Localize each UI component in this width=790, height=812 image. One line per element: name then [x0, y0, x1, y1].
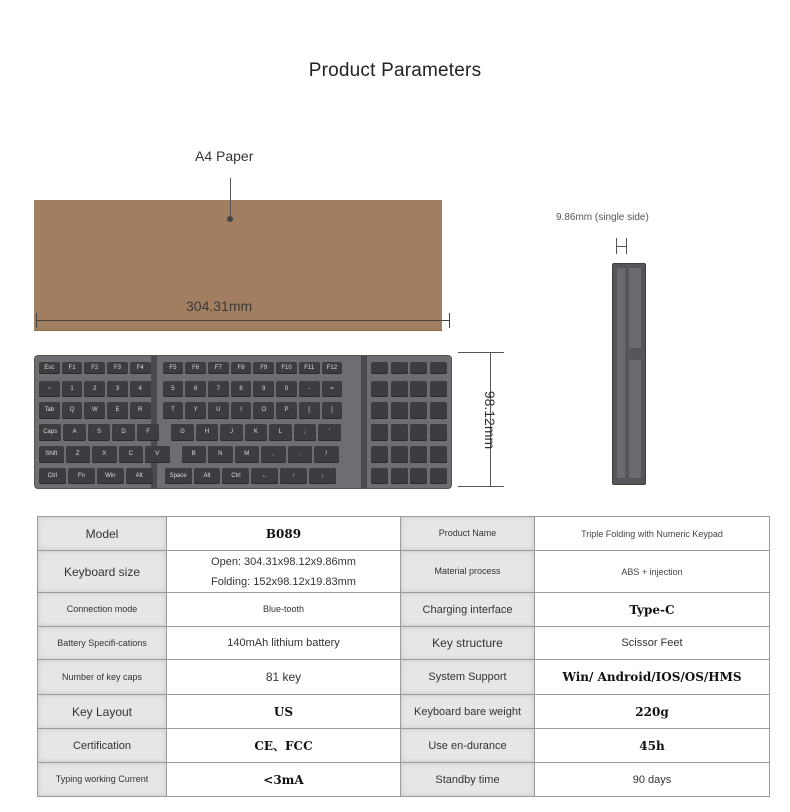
spec-label-battery: Battery Specifi-cations	[38, 627, 167, 660]
key: F9	[253, 362, 274, 374]
spec-value-key-caps: 81 key	[167, 660, 401, 695]
key: ;	[294, 424, 316, 441]
numpad-key	[371, 446, 388, 463]
key: 5	[163, 381, 184, 397]
numpad-key	[410, 402, 427, 419]
side-panel-2	[629, 268, 641, 348]
numpad-key	[371, 468, 388, 484]
key: Space	[165, 468, 192, 484]
spec-row	[38, 551, 770, 593]
spec-label-working-current: Typing working Current	[38, 763, 167, 797]
key: F11	[299, 362, 320, 374]
numpad-key	[391, 446, 408, 463]
key: ↑	[280, 468, 307, 484]
key: B	[182, 446, 207, 463]
key: 8	[231, 381, 252, 397]
spec-label-key-structure: Key structure	[401, 627, 535, 660]
spec-label-connection-mode: Connection mode	[38, 593, 167, 627]
paper-pointer-line	[230, 178, 231, 218]
key: O	[253, 402, 274, 419]
key: F3	[107, 362, 128, 374]
numpad-key	[430, 424, 447, 441]
numpad-key	[410, 468, 427, 484]
numpad-key	[410, 381, 427, 397]
key: U	[208, 402, 229, 419]
spec-label-model: Model	[38, 517, 167, 551]
key: G	[171, 424, 193, 441]
spec-label-system-support: System Support	[401, 660, 535, 695]
numpad-key	[430, 446, 447, 463]
key: A	[63, 424, 85, 441]
key: 2	[84, 381, 105, 397]
key: S	[88, 424, 110, 441]
key: Ctrl	[39, 468, 66, 484]
spec-value-bare-weight: 220g	[535, 695, 770, 729]
spec-value-battery: 140mAh lithium battery	[167, 627, 401, 660]
key: F2	[84, 362, 105, 374]
key: 4	[130, 381, 151, 397]
key: W	[84, 402, 105, 419]
numpad-key	[371, 424, 388, 441]
spec-value-working-current: <3mA	[167, 763, 401, 797]
height-dimension-label: 98.12mm	[482, 390, 498, 450]
key: K	[245, 424, 267, 441]
numpad-key	[371, 362, 388, 374]
key: F6	[185, 362, 206, 374]
numpad-key	[410, 424, 427, 441]
numpad-key	[391, 362, 408, 374]
key: M	[235, 446, 260, 463]
key: X	[92, 446, 117, 463]
side-panel-3	[629, 360, 641, 478]
key: ~	[39, 381, 60, 397]
numpad-key	[430, 362, 447, 374]
key: F4	[130, 362, 151, 374]
key: I	[231, 402, 252, 419]
spec-value-product-name: Triple Folding with Numeric Keypad	[535, 517, 770, 551]
numpad-key	[391, 402, 408, 419]
key: Alt	[126, 468, 153, 484]
spec-value-charging-interface: Type-C	[535, 593, 770, 627]
key: F12	[322, 362, 343, 374]
key: Esc	[39, 362, 60, 374]
height-dimension-tick-top	[458, 352, 504, 353]
key: /	[314, 446, 339, 463]
spec-value-keyboard-size	[167, 551, 401, 593]
key: Tab	[39, 402, 60, 419]
key: Ctrl	[222, 468, 249, 484]
spec-row	[38, 660, 770, 695]
key: 1	[62, 381, 83, 397]
numpad-key	[430, 468, 447, 484]
key: F7	[208, 362, 229, 374]
a4-paper-label: A4 Paper	[195, 148, 254, 164]
spec-label-bare-weight: Keyboard bare weight	[401, 695, 535, 729]
spec-value-certification: CE、FCC	[167, 729, 401, 763]
width-dimension-tick-right	[449, 313, 450, 328]
numpad-key	[430, 402, 447, 419]
spec-value-system-support: Win/ Android/IOS/OS/HMS	[535, 660, 770, 695]
key: D	[112, 424, 134, 441]
spec-label-material-process: Material process	[401, 551, 535, 593]
width-dimension-tick-left	[36, 313, 37, 328]
key: E	[107, 402, 128, 419]
key: R	[130, 402, 151, 419]
numpad-key	[430, 381, 447, 397]
key: ,	[261, 446, 286, 463]
numpad-key	[391, 381, 408, 397]
key: ←	[251, 468, 278, 484]
spec-value-endurance: 45h	[535, 729, 770, 763]
keyboard-side-view	[612, 263, 646, 485]
key: 7	[208, 381, 229, 397]
key: T	[163, 402, 184, 419]
key: N	[208, 446, 233, 463]
keyboard-size-folding: Folding: 152x98.12x19.83mm	[211, 575, 356, 588]
thickness-dimension-label: 9.86mm (single side)	[556, 212, 649, 223]
key: J	[220, 424, 242, 441]
folding-keyboard-image	[34, 355, 452, 489]
key: 9	[253, 381, 274, 397]
key: 3	[107, 381, 128, 397]
key: -	[299, 381, 320, 397]
key: Caps	[39, 424, 61, 441]
spec-row	[38, 763, 770, 797]
key: F5	[163, 362, 184, 374]
key: P	[276, 402, 297, 419]
side-panel-1	[617, 268, 625, 478]
key: Y	[185, 402, 206, 419]
key: F8	[231, 362, 252, 374]
key: C	[119, 446, 144, 463]
key: Z	[66, 446, 91, 463]
width-dimension-label: 304.31mm	[186, 298, 253, 314]
spec-row	[38, 627, 770, 660]
spec-value-key-structure: Scissor Feet	[535, 627, 770, 660]
key: [	[299, 402, 320, 419]
spec-label-endurance: Use en-durance	[401, 729, 535, 763]
key: 0	[276, 381, 297, 397]
key: F10	[276, 362, 297, 374]
thickness-tick-right	[626, 238, 627, 254]
page-title: Product Parameters	[308, 60, 482, 81]
height-dimension-tick-bottom	[458, 486, 504, 487]
key: Shift	[39, 446, 64, 463]
key: =	[322, 381, 343, 397]
spec-label-keyboard-size: Keyboard size	[38, 551, 167, 593]
spec-value-material-process: ABS + injection	[535, 551, 770, 593]
spec-label-product-name: Product Name	[401, 517, 535, 551]
spec-value-key-layout: US	[167, 695, 401, 729]
spec-label-charging-interface: Charging interface	[401, 593, 535, 627]
spec-value-connection-mode: Blue-tooth	[167, 593, 401, 627]
spec-value-model: B089	[167, 517, 401, 551]
numpad-key	[391, 468, 408, 484]
spec-label-key-caps: Number of key caps	[38, 660, 167, 695]
key: V	[145, 446, 170, 463]
spec-row	[38, 729, 770, 763]
paper-pointer-dot	[227, 216, 233, 222]
key: H	[196, 424, 218, 441]
key: '	[318, 424, 340, 441]
spec-row	[38, 593, 770, 627]
key: F1	[62, 362, 83, 374]
spec-table	[37, 516, 770, 797]
key: .	[288, 446, 313, 463]
numpad-key	[410, 446, 427, 463]
key: ]	[322, 402, 343, 419]
numpad-key	[391, 424, 408, 441]
numpad-key	[371, 402, 388, 419]
numpad-key	[371, 381, 388, 397]
key: Alt	[194, 468, 221, 484]
key: Fn	[68, 468, 95, 484]
numpad-key	[410, 362, 427, 374]
key: L	[269, 424, 291, 441]
key: Win	[97, 468, 124, 484]
spec-label-standby-time: Standby time	[401, 763, 535, 797]
spec-row	[38, 517, 770, 551]
keyboard-size-open: Open: 304.31x98.12x9.86mm	[211, 555, 356, 568]
width-dimension-line	[36, 320, 450, 321]
key: Q	[62, 402, 83, 419]
spec-row	[38, 695, 770, 729]
keyboard-hinge-right	[361, 356, 367, 488]
spec-label-certification: Certification	[38, 729, 167, 763]
spec-label-key-layout: Key Layout	[38, 695, 167, 729]
spec-value-standby-time: 90 days	[535, 763, 770, 797]
key: 6	[185, 381, 206, 397]
key: ↓	[309, 468, 336, 484]
key: F	[137, 424, 159, 441]
